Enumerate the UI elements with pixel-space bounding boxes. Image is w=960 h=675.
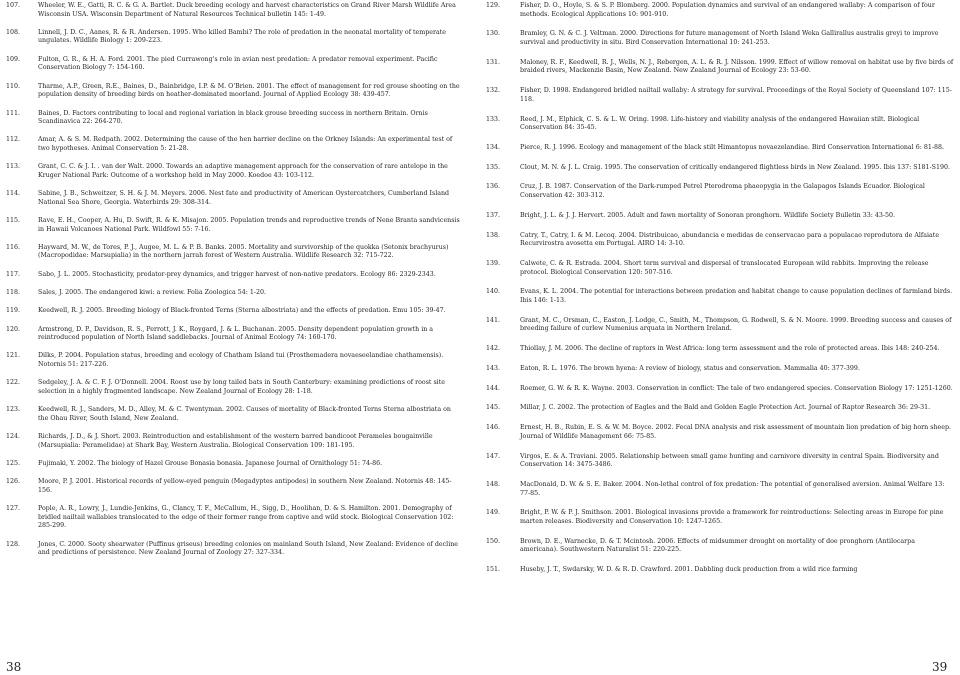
reference-text: Tharme, A.P., Green, R.E., Baines, D., Bainbridge, I.P. & M. O'Brien. 2001. The effect of management for red grouse shooting on the population density of breeding birds on heather-dominated moorland. Journal of Applied Ecology 38: 439-457. <box>38 82 460 99</box>
reference-text: Evans, K. L. 2004. The potential for interactions between predation and habitat change to cause population declines of farmland birds. Ibis 146: 1-13. <box>520 288 953 304</box>
reference-entry <box>6 110 462 127</box>
reference-text: Virgos, E. & A. Traviani. 2005. Relationship between small game hunting and carnivore diversity in central Spain. Biodiversity and Conservation 14: 3475-3486. <box>520 452 939 469</box>
reference-number: 119. <box>6 307 21 315</box>
reference-text: Fisher, D. O., Hoyle, S. & S. P. Blomberg. 2000. Population dynamics and survival of an endangered wallaby: A comparison of four methods. Ecological Applications 10: 901-910. <box>520 2 935 18</box>
reference-entry <box>486 260 954 277</box>
reference-text: Keedwell, R. J. 2005. Breeding biology of Black-fronted Terns (Sterna albostriata) and the effects of predation. Emu 105: 39-47. <box>38 307 446 315</box>
reference-number: 123. <box>6 406 21 414</box>
reference-number: 111. <box>6 109 21 117</box>
reference-text: Sabine, J. B., Schweitzer, S. H. & J. M. Meyers. 2006. Nest fate and productivity of American Oystercatchers, Cumberland Island National Sea Shore, Georgia. Waterbirds 29: 308-314. <box>38 190 450 206</box>
reference-text: Millar, J. C. 2002. The protection of Eagles and the Bald and Golden Eagle Protection Act. Journal of Raptor Research 36: 29-31. <box>520 404 931 412</box>
reference-text: Brown, D. E., Warnecke, D. & T. Mcintosh. 2006. Effects of midsummer drought on mortality of doe pronghorn (Antilocarpa americana). Southwestern Naturalist 51: 220-225. <box>520 537 915 554</box>
reference-number: 127. <box>6 505 21 513</box>
reference-text: Sales, J. 2005. The endangered kiwi: a review. Folia Zoologica 54: 1-20. <box>38 289 267 297</box>
reference-entry <box>486 59 954 76</box>
reference-number: 110. <box>6 82 21 90</box>
reference-number: 140. <box>486 288 501 296</box>
reference-text: Wheeler, W. E., Gatti, R. C. & G. A. Bartlet. Duck breeding ecology and harvest characteristics on Grand River Marsh Wildlife Area Wisconsin USA. Wisconsin Department of Natural Resources Technical bulletin 145: 1-49. <box>38 2 456 18</box>
reference-entry <box>6 541 462 558</box>
reference-entry <box>486 288 954 305</box>
reference-number: 151. <box>486 566 501 574</box>
reference-text: Jones, C. 2000. Sooty shearwater (Puffinus griseus) breeding colonies on mainland South Island, New Zealand: Evidence of decline and predictions of persistence. New Zealand Journal of Zoology 27: 327-334. <box>38 540 458 557</box>
left-page-references <box>6 2 462 567</box>
reference-number: 132. <box>486 87 501 95</box>
reference-entry <box>486 30 954 47</box>
reference-text: Richards, J. D., & J. Short. 2003. Reintroduction and establishment of the western barred bandicoot Perameles bougainville (Marsupialia: Peramelidae) at Shark Bay, Western Australia. Biological Conservation 109: 181-195. <box>38 433 433 449</box>
reference-text: Reed, J. M., Elphick, C. S. & L. W. Oring. 1998. Life-history and viability analysis of the endangered Hawaiian stilt. Biological Conservation 84: 35-45. <box>520 115 920 132</box>
right-page-number: 39 <box>932 660 948 674</box>
reference-number: 121. <box>6 352 21 360</box>
reference-entry <box>6 217 462 234</box>
reference-entry <box>6 478 462 495</box>
reference-number: 143. <box>486 364 501 372</box>
reference-number: 134. <box>486 143 501 151</box>
reference-entry <box>6 244 462 261</box>
reference-entry <box>486 345 954 354</box>
reference-text: MacDonald, D. W. & S. E. Baker. 2004. Non-lethal control of fox predation: The potential of generalised aversion. Animal Welfare 13: 77-85. <box>520 480 945 497</box>
reference-entry <box>486 116 954 133</box>
reference-number: 142. <box>486 345 501 353</box>
reference-entry <box>6 29 462 46</box>
reference-text: Catry, T., Catry, I. & M. Lecoq. 2004. Distribuicao, abundancia e medidas de conservacao para a populacao reprodutora de Alfaiate Recurvirostra avosetta em Portugal. AIRO 14: 3-10. <box>520 231 940 248</box>
reference-entry <box>6 83 462 100</box>
reference-text: Linnell, J. D. C., Aanes, R. & R. Andersen. 1995. Who killed Bambi? The role of predation in the neonatal mortality of temperate ungulates. Wildlife Biology 1: 209-223. <box>38 28 447 45</box>
reference-text: Pople, A. R., Lowry, J., Lundie-Jenkins, G., Clancy, T. F., McCallum, H., Sigg, D., Hoolihan, D. & S. Hamilton. 2001. Demography of bridled nailtail wallabies translocated to the edge of their former range from captive and wild stock. Biological Conservation 102: 285-299. <box>38 505 454 530</box>
reference-entry <box>6 136 462 153</box>
reference-entry <box>6 433 462 450</box>
reference-text: Calwete, C. & R. Estrada. 2004. Short term survival and dispersal of translocated European wild rabbits. Improving the release protocol. Biological Conservation 120: 507-516. <box>520 259 929 276</box>
reference-number: 107. <box>6 2 21 9</box>
reference-number: 135. <box>486 163 501 171</box>
reference-text: Cruz, J. B. 1987. Conservation of the Dark-rumped Petrel Pterodroma phaeopygia in the Galapagos Islands Ecuador. Biological Conservation 42: 303-312. <box>520 183 925 200</box>
reference-text: Bramley, G. N. & C. J. Veltman. 2000. Directions for future management of North Island Weka Gallirallus australis greyi to improve survival and productivity in situ. Bird Conservation International 10: 241-253. <box>520 30 939 46</box>
reference-number: 113. <box>6 163 21 171</box>
reference-entry <box>486 453 954 470</box>
reference-entry <box>486 144 954 153</box>
reference-entry <box>486 2 954 19</box>
reference-number: 146. <box>486 424 501 432</box>
reference-entry <box>486 385 954 394</box>
reference-entry <box>486 212 954 221</box>
reference-entry <box>6 163 462 180</box>
reference-entry <box>6 307 462 316</box>
reference-text: Rave, E. H., Cooper, A. Hu, D. Swift, R. & K. Misajon. 2005. Population trends and reproductive trends of Nene Branta sandvicensis in Hawaii Volcanoes National Park. Wildfowl 55: 7-16. <box>38 217 460 233</box>
reference-number: 112. <box>6 136 21 144</box>
reference-text: Roemer, G. W. & R. K. Wayne. 2003. Conservation in conflict: The tale of two endangered species. Conservation Biology 17: 1251-1260. <box>520 384 953 392</box>
reference-entry <box>486 566 954 575</box>
reference-number: 131. <box>486 58 501 66</box>
reference-number: 136. <box>486 183 501 191</box>
reference-text: Fujimaki, Y. 2002. The biology of Hazel Grouse Bonasia bonasia. Japanese Journal of Ornithology 51: 74-86. <box>38 459 383 467</box>
reference-number: 109. <box>6 55 21 63</box>
reference-entry <box>486 164 954 173</box>
reference-text: Sedgeley, J. A. & C. F. J. O'Donnell. 2004. Roost use by long tailed bats in South Canterbury: examining predictions of roost site selection in a highly fragmented landscape. New Zealand Journal of Ecology 28: 1-18. <box>38 379 445 395</box>
reference-text: Thiollay, J. M. 2006. The decline of raptors in West Africa: long term assessment and the role of protected areas. Ibis 148: 240-254. <box>520 345 940 353</box>
reference-number: 125. <box>6 459 21 467</box>
left-page-number: 38 <box>6 660 22 674</box>
reference-entry <box>6 379 462 396</box>
reference-entry <box>6 406 462 423</box>
reference-text: Grant, M. C., Orsman, C., Easton, J. Lodge, C., Smith, M., Thompson, G. Rodwell, S. & N. Moore. 1999. Breeding success and causes of breeding failure of curlew Numenius arquata in Northern Ireland. <box>520 316 952 333</box>
reference-entry <box>6 352 462 369</box>
reference-entry <box>6 190 462 207</box>
reference-text: Grant, C. C. & J. I. . van der Walt. 2000. Towards an adaptive management approach for the conservation of rare antelope in the Kruger National Park: Outcome of a workshop held in May 2000. Koedoe 43: 103-112. <box>38 163 448 179</box>
reference-entry <box>486 404 954 413</box>
reference-entry <box>486 481 954 498</box>
reference-entry <box>486 538 954 555</box>
reference-number: 133. <box>486 115 501 123</box>
reference-text: Bright, P. W. & P. J. Smithson. 2001. Biological invasions provide a framework for reintroductions: Selecting areas in Europe for pine marten releases. Biodiversity and Conservation 10: 1247-1265. <box>520 509 944 525</box>
reference-text: Fulton, G. R., & H. A. Ford. 2001. The pied Currawong's role in avian nest predation: A predator removal experiment. Pacific Conservation Biology 7: 154-160. <box>38 55 438 72</box>
reference-entry <box>486 424 954 441</box>
reference-number: 124. <box>6 433 21 441</box>
reference-text: Keedwell, R. J., Sanders, M. D., Alley, M. & C. Twentyman. 2002. Causes of mortality of Black-fronted Terns Sterna albostriata on the Ohau River, South Island, New Zealand. <box>38 406 451 422</box>
reference-number: 118. <box>6 289 21 297</box>
reference-number: 150. <box>486 537 501 545</box>
reference-number: 120. <box>6 325 21 333</box>
reference-number: 116. <box>6 243 21 251</box>
reference-number: 148. <box>486 480 501 488</box>
reference-number: 122. <box>6 379 21 387</box>
right-page-references <box>486 2 954 586</box>
reference-number: 114. <box>6 190 21 198</box>
reference-text: Moore, P. J. 2001. Historical records of yellow-eyed penguin (Megadyptes antipodes) in southern New Zealand. Notornis 48: 145-156. <box>38 478 452 494</box>
reference-entry <box>6 2 462 19</box>
reference-entry <box>486 183 954 200</box>
reference-entry <box>6 289 462 298</box>
reference-text: Huseby, J. T., Swdarsky, W. D. & R. D. Crawford. 2001. Dabbling duck production from a wild rice farming <box>520 566 858 574</box>
reference-number: 144. <box>486 384 501 392</box>
reference-entry <box>486 232 954 249</box>
reference-entry <box>6 505 462 531</box>
reference-text: Pierce, R. J. 1996. Ecology and management of the black stilt Himantopus novaezelandiae. Bird Conservation International 6: 81-88. <box>520 143 944 151</box>
reference-number: 141. <box>486 316 501 324</box>
reference-number: 138. <box>486 231 501 239</box>
reference-text: Bright, J. L. & J. J. Hervert. 2005. Adult and fawn mortality of Sonoran pronghorn. Wildlife Society Bulletin 33: 43-50. <box>520 211 896 219</box>
reference-text: Fisher, D. 1998. Endangered bridled nailtail wallaby: A strategy for survival. Proceedings of the Royal Society of Queensland 107: 115-118. <box>520 87 952 103</box>
reference-number: 139. <box>486 259 501 267</box>
reference-number: 128. <box>6 540 21 548</box>
reference-entry <box>486 365 954 374</box>
reference-entry <box>6 460 462 469</box>
reference-entry <box>486 317 954 334</box>
reference-entry <box>6 271 462 280</box>
reference-text: Amar, A. & S. M. Redpath. 2002. Determining the cause of the hen harrier decline on the Orkney Islands: An experimental test of two hypotheses. Animal Conservation 5: 21-28. <box>38 136 453 152</box>
reference-number: 126. <box>6 478 21 486</box>
reference-entry <box>486 509 954 526</box>
reference-number: 130. <box>486 30 501 38</box>
reference-text: Baines, D. Factors contributing to local and regional variation in black grouse breeding success in northern Britain. Ornis Scandinavica 22: 264-270. <box>38 109 428 126</box>
reference-number: 117. <box>6 270 21 278</box>
reference-text: Eaton, R. L. 1976. The brown hyena: A review of biology, status and conservation. Mammalia 40: 377-399. <box>520 364 860 372</box>
reference-text: Hayward, M. W., de Tores, P. J., Augee, M. L. & P. B. Banks. 2005. Mortality and survivorship of the quokka (Setonix brachyurus)(Macropodidae: Marsupialia) in the northern jarrah forest of Western Australia. Wildlife Research 32: 715-722. <box>38 243 449 260</box>
reference-text: Dilks, P. 2004. Population status, breeding and ecology of Chatham Island tui (Prosthemadera novaeseelandiae chathamensis). Notornis 51: 217-226. <box>38 352 444 369</box>
reference-number: 129. <box>486 2 501 9</box>
reference-text: Sabo, J. L. 2005. Stochasticity, predator-prey dynamics, and trigger harvest of non-native predators. Ecology 86: 2329-2343. <box>38 270 436 278</box>
reference-text: Maloney, R. F., Keedwell, R. J., Wells, N. J., Rebergen, A. L. & R. J. Nilsson. 1999. Effect of willow removal on habitat use by five birds of braided rivers, Mackenzie Basin, New Zealand. New Zealand Journal of Ecology 23: 53-60. <box>520 58 954 75</box>
reference-number: 149. <box>486 509 501 517</box>
reference-entry <box>6 56 462 73</box>
reference-text: Clout, M. N. & J. L. Craig. 1995. The conservation of critically endangered flightless birds in New Zealand. 1995. Ibis 137: S181-S190. <box>520 163 951 171</box>
reference-number: 137. <box>486 211 501 219</box>
reference-number: 108. <box>6 28 21 36</box>
reference-entry <box>486 87 954 104</box>
reference-entry <box>6 326 462 343</box>
reference-text: Ernest, H. B., Rubin, E. S. & W. M. Boyce. 2002. Fecal DNA analysis and risk assessment of mountain lion predation of big horn sheep. Journal of Wildlife Management 66: 75-85. <box>520 424 951 440</box>
reference-text: Armstrong, D. P., Davidson, R. S., Perrott, J. K., Roygard, J. & L. Buchanan. 2005. Density dependent population growth in a reintroduced population of North Island saddlebacks. Journal of Animal Ecology 74: 160-170. <box>38 325 434 342</box>
reference-number: 115. <box>6 217 21 224</box>
reference-number: 145. <box>486 404 501 412</box>
reference-number: 147. <box>486 452 501 460</box>
